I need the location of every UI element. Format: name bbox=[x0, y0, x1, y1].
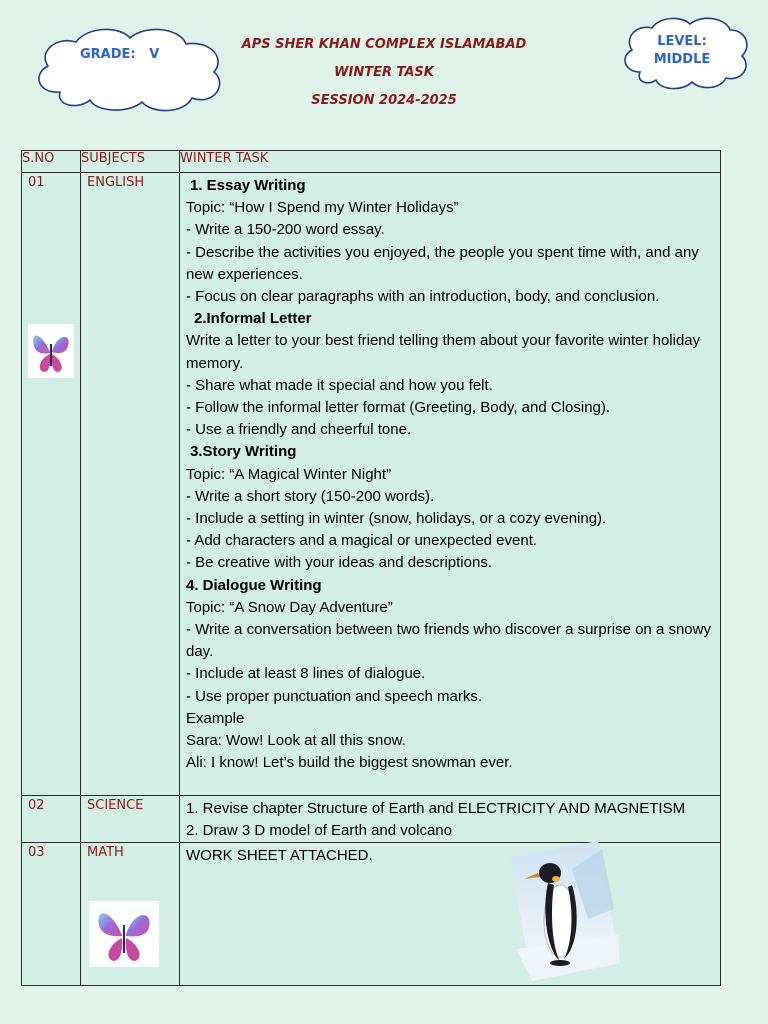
level-label-1: LEVEL: bbox=[657, 34, 707, 49]
task-line: 2. Draw 3 D model of Earth and volcano bbox=[186, 822, 452, 840]
title-block bbox=[200, 34, 568, 118]
table-row bbox=[22, 843, 721, 986]
task-cell bbox=[180, 173, 721, 796]
task-line: - Use a friendly and cheerful tone. bbox=[186, 421, 412, 439]
penguin-image bbox=[502, 839, 626, 985]
subject-label: MATH bbox=[87, 845, 124, 861]
task-line: - Write a conversation between two friends who discover a surprise on a snowy day. bbox=[186, 621, 711, 661]
task-heading: 1. Essay Writing bbox=[190, 177, 306, 194]
table-row bbox=[22, 796, 721, 843]
task-line: - Include at least 8 lines of dialogue. bbox=[186, 665, 426, 683]
level-label-2: MIDDLE bbox=[653, 52, 711, 67]
task-line: Write a letter to your best friend telling them about your favorite winter holiday memory. bbox=[186, 332, 701, 372]
grade-label: GRADE: V bbox=[80, 47, 160, 62]
task-line: Topic: “A Snow Day Adventure” bbox=[186, 598, 393, 616]
subject-cell bbox=[81, 796, 180, 843]
butterfly-icon bbox=[28, 324, 74, 378]
task-line: - Include a setting in winter (snow, holidays, or a cozy evening). bbox=[186, 510, 607, 528]
task-line: - Add characters and a magical or unexpected event. bbox=[186, 532, 538, 550]
grade-cloud bbox=[30, 22, 226, 114]
task-line: - Write a short story (150-200 words). bbox=[186, 487, 435, 505]
task-line: - Be creative with your ideas and descriptions. bbox=[186, 554, 492, 572]
task-line: Example bbox=[186, 709, 245, 727]
subject-cell bbox=[81, 843, 180, 986]
sno-value: 01 bbox=[28, 175, 45, 190]
task-line: Ali: I know! Let’s build the biggest snowman ever. bbox=[186, 754, 513, 772]
task-title: WINTER TASK bbox=[334, 65, 434, 80]
sno-cell bbox=[22, 173, 81, 796]
task-heading: 2.Informal Letter bbox=[194, 310, 312, 328]
subject-cell bbox=[81, 173, 180, 796]
table-row bbox=[22, 173, 721, 796]
sno-cell bbox=[22, 843, 81, 986]
task-line: - Focus on clear paragraphs with an introduction, body, and conclusion. bbox=[186, 288, 660, 306]
col-header-sno: S.NO bbox=[22, 151, 81, 173]
winter-task-table bbox=[21, 150, 721, 986]
task-line: Topic: “How I Spend my Winter Holidays” bbox=[186, 199, 459, 217]
table-header-row bbox=[22, 151, 721, 173]
task-line: WORK SHEET ATTACHED. bbox=[186, 847, 373, 865]
task-line: - Describe the activities you enjoyed, the people you spent time with, and any new experiences. bbox=[186, 243, 699, 283]
task-heading: 4. Dialogue Writing bbox=[186, 576, 322, 594]
task-heading: 3.Story Writing bbox=[190, 443, 297, 461]
col-header-subjects: SUBJECTS bbox=[81, 151, 180, 173]
task-line: - Use proper punctuation and speech marks. bbox=[186, 687, 482, 705]
school-name: APS SHER KHAN COMPLEX ISLAMABAD bbox=[241, 37, 527, 52]
task-cell bbox=[180, 843, 721, 986]
subject-label: ENGLISH bbox=[87, 175, 145, 190]
col-header-task: WINTER TASK bbox=[180, 151, 721, 173]
sno-cell bbox=[22, 796, 81, 843]
session-label: SESSION 2024-2025 bbox=[311, 93, 457, 108]
sno-value: 02 bbox=[28, 798, 45, 813]
task-line: - Share what made it special and how you felt. bbox=[186, 376, 493, 394]
task-line: Topic: “A Magical Winter Night” bbox=[186, 465, 392, 483]
task-cell bbox=[180, 796, 721, 843]
sno-value: 03 bbox=[28, 845, 45, 861]
subject-label: SCIENCE bbox=[87, 798, 144, 813]
task-line: 1. Revise chapter Structure of Earth and ELECTRICITY AND MAGNETISM bbox=[186, 800, 686, 817]
task-line: - Write a 150-200 word essay. bbox=[186, 221, 385, 239]
task-line: - Follow the informal letter format (Greeting, Body, and Closing). bbox=[186, 399, 611, 417]
task-line: Sara: Wow! Look at all this snow. bbox=[186, 732, 406, 750]
butterfly-icon bbox=[89, 901, 159, 967]
